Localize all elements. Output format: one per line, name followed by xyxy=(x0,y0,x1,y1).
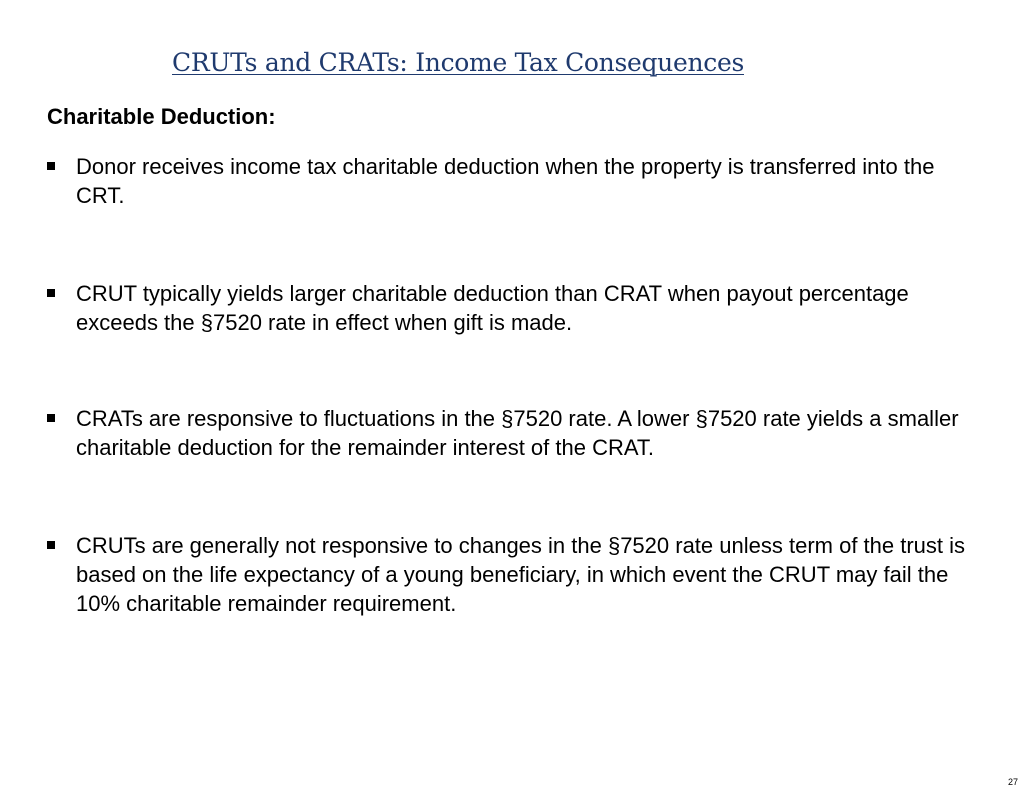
square-bullet-icon xyxy=(47,541,55,549)
square-bullet-icon xyxy=(47,414,55,422)
bullet-text: CRATs are responsive to fluctuations in the §7520 rate. A lower §7520 rate yields a smaller charitable deduction for the remainder interest of the CRAT. xyxy=(76,406,959,460)
slide-title: CRUTs and CRATs: Income Tax Consequences xyxy=(172,48,744,77)
bullet-text: CRUTs are generally not responsive to changes in the §7520 rate unless term of the trust is based on the life expectancy of a young beneficiary, in which event the CRUT may fail the 10% charitable remainder requirement. xyxy=(76,533,966,616)
bullet-text: Donor receives income tax charitable deduction when the property is transferred into the CRT. xyxy=(76,154,935,208)
square-bullet-icon xyxy=(47,289,55,297)
bullet-item xyxy=(47,152,977,210)
bullet-item xyxy=(47,531,977,618)
bullet-item xyxy=(47,404,977,462)
square-bullet-icon xyxy=(47,162,55,170)
page-number: 27 xyxy=(1007,777,1018,787)
bullet-item xyxy=(47,279,977,337)
bullet-text: CRUT typically yields larger charitable deduction than CRAT when payout percentage exceeds the §7520 rate in effect when gift is made. xyxy=(76,281,909,335)
section-heading: Charitable Deduction: xyxy=(47,104,276,129)
